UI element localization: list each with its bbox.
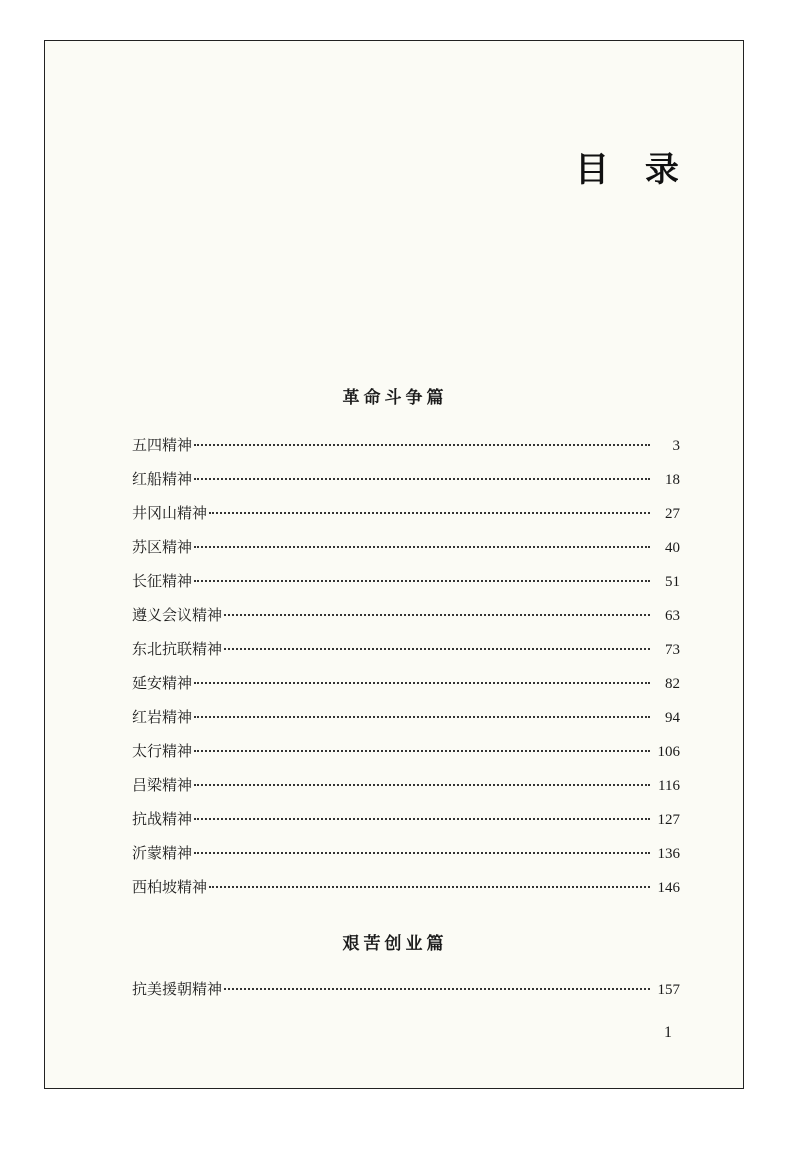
toc-entry-label: 五四精神 [132, 436, 193, 454]
toc-entry-label: 长征精神 [132, 572, 193, 590]
toc-entry [132, 774, 680, 796]
toc-entry-label: 太行精神 [132, 742, 193, 760]
toc-entry-page: 40 [665, 540, 680, 556]
toc-leader-dots [194, 852, 650, 854]
toc-leader-dots [194, 818, 650, 820]
toc-entry [132, 876, 680, 898]
toc-leader-dots [194, 784, 650, 786]
toc-entry-page: 157 [657, 982, 680, 998]
toc-entry-label: 抗战精神 [132, 810, 193, 828]
page-number: 1 [664, 1024, 672, 1041]
toc-entry-label: 红船精神 [132, 470, 193, 488]
toc-entry-label: 遵义会议精神 [132, 606, 223, 624]
toc-entry [132, 672, 680, 694]
toc-entry-label: 沂蒙精神 [132, 844, 193, 862]
toc-entry-page: 3 [672, 438, 680, 454]
toc-entry [132, 978, 680, 1000]
toc-entry-page: 27 [665, 506, 680, 522]
toc-entry-label: 西柏坡精神 [132, 878, 208, 896]
toc-entry [132, 842, 680, 864]
toc-entry [132, 434, 680, 456]
toc-leader-dots [194, 750, 650, 752]
toc-entry-page: 94 [665, 710, 680, 726]
toc-entry-page: 106 [657, 744, 680, 760]
toc-entry [132, 604, 680, 626]
toc-leader-dots [224, 614, 650, 616]
toc-leader-dots [194, 478, 650, 480]
toc-entry-label: 井冈山精神 [132, 504, 208, 522]
toc-entry [132, 706, 680, 728]
toc-entry-label: 延安精神 [132, 674, 193, 692]
toc-entry-page: 136 [657, 846, 680, 862]
toc-leader-dots [224, 988, 650, 990]
toc-entry-page: 116 [658, 778, 680, 794]
toc-entry [132, 570, 680, 592]
toc-entry-label: 红岩精神 [132, 708, 193, 726]
toc-entry-label: 苏区精神 [132, 538, 193, 556]
section-heading-pioneering: 艰苦创业篇 [342, 934, 448, 954]
section-heading-revolution: 革命斗争篇 [342, 388, 448, 408]
toc-leader-dots [224, 648, 650, 650]
toc-entry [132, 808, 680, 830]
toc-leader-dots [194, 546, 650, 548]
toc-entry-page: 146 [657, 880, 680, 896]
toc-entry-page: 73 [665, 642, 680, 658]
toc-entry-label: 东北抗联精神 [132, 640, 223, 658]
toc-leader-dots [194, 716, 650, 718]
toc-entry [132, 502, 680, 524]
toc-entry-label: 吕梁精神 [132, 776, 193, 794]
toc-entry-page: 127 [657, 812, 680, 828]
page-title: 目 录 [575, 150, 691, 190]
toc-entry [132, 740, 680, 762]
toc-entry-page: 63 [665, 608, 680, 624]
toc-leader-dots [194, 444, 650, 446]
toc-entry-label: 抗美援朝精神 [132, 980, 223, 998]
toc-leader-dots [209, 886, 650, 888]
toc-entry-page: 51 [665, 574, 680, 590]
toc-leader-dots [209, 512, 650, 514]
toc-entry-page: 82 [665, 676, 680, 692]
toc-leader-dots [194, 580, 650, 582]
toc-entry-page: 18 [665, 472, 680, 488]
toc-entry [132, 536, 680, 558]
toc-entry [132, 468, 680, 490]
toc-leader-dots [194, 682, 650, 684]
toc-entry [132, 638, 680, 660]
